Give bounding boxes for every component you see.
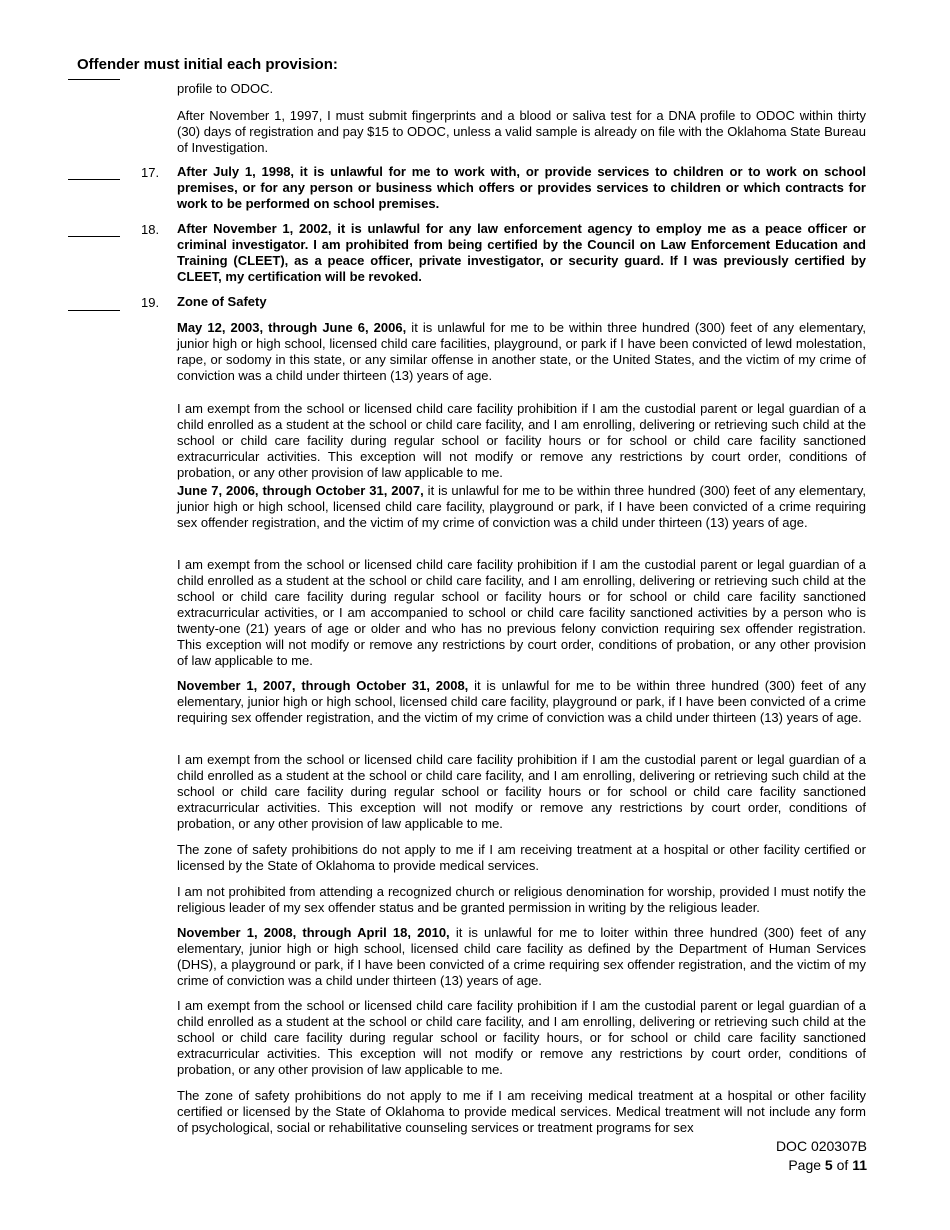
doc-code: DOC 020307B [775,1138,867,1154]
zone-paragraph: May 12, 2003, through June 6, 2006, it is unlawful for me to be within three hundred (300) feet of any elementary, junior high or high school, licensed child care facilities, playground, or park if I have been convicted of lewd molestation, rape, or sodomy in this state, or any similar offense in another state, or the United States, and the victim of my crime of conviction was a child under thirteen (13) years of age. [177,320,866,383]
item-number-17: 17. [141,165,160,180]
zone-paragraph: I am exempt from the school or licensed child care facility prohibition if I am the custodial parent or legal guardian of a child enrolled as a student at the school or child care facility, and I am enrolling, delivering or retrieving such child at the school or child care facility during regular school or facility hours or for school or child care facility sanctioned extracurricular activities. This exception will not modify or remove any restrictions by court order, conditions of probation, or any other provision of law applicable to me. [177,752,866,831]
item-title-19: Zone of Safety [177,294,267,309]
dna-provision: After November 1, 1997, I must submit fingerprints and a blood or saliva test for a DNA profile to ODOC within thirty (30) days of registration and pay $15 to ODOC, unless a valid sample is already on file with the Oklahoma State Bureau of Investigation. [177,108,866,155]
current-page: 5 [824,1157,833,1173]
zone-paragraph: The zone of safety prohibitions do not apply to me if I am receiving treatment at a hospital or other facility certified or licensed by the State of Oklahoma to provide medical services. [177,842,866,873]
zone-paragraph: June 7, 2006, through October 31, 2007, it is unlawful for me to be within three hundred (300) feet of any elementary, junior high or high school, licensed child care facility, playground or park, if I have been convicted of a crime requiring sex offender registration, and the victim of my crime of conviction was a child under thirteen (13) years of age. [177,483,866,530]
zone-paragraph: I am exempt from the school or licensed child care facility prohibition if I am the custodial parent or legal guardian of a child enrolled as a student at the school or child care facility, and I am enrolling, delivering or retrieving such child at the school or child care facility during regular school or facility hours or for school or child care facility sanctioned extracurricular activities, or I am accompanied to school or child care facility sanctioned activities by a person who is twenty-one (21) years of age or older and who has no previous felony conviction requiring sex offender registration. This exception will not modify or remove any restrictions by court order, conditions of probation, or any other provision of law applicable to me. [177,557,866,668]
zone-paragraph: I am exempt from the school or licensed child care facility prohibition if I am the custodial parent or legal guardian of a child enrolled as a student at the school or child care facility, and I am enrolling, delivering or retrieving such child at the school or child care facility during regular school or facility hours, or for school or child care facility sanctioned extracurricular activities. This exception will not modify or remove any restrictions by court order, conditions of probation, or any other provision of law applicable to me. [177,998,866,1077]
initial-blank-19[interactable] [68,310,120,311]
zone-date-range: November 1, 2008, through April 18, 2010, [177,925,450,940]
zone-paragraph: November 1, 2007, through October 31, 2008, it is unlawful for me to be within three hundred (300) feet of any elementary, junior high or high school, licensed child care facility, playground or park, if I have been convicted of a crime requiring sex offender registration, and the victim of my crime of conviction was a child under thirteen (13) years of age. [177,678,866,725]
page-indicator: Page 5 of 11 [788,1157,867,1173]
total-pages: 11 [852,1157,867,1173]
item-number-18: 18. [141,222,160,237]
initial-blank-18[interactable] [68,236,120,237]
zone-date-range: November 1, 2007, through October 31, 2008, [177,678,469,693]
initial-blank-16[interactable] [68,79,120,80]
item-number-19: 19. [141,295,160,310]
zone-paragraph: November 1, 2008, through April 18, 2010, it is unlawful for me to loiter within three hundred (300) feet of any elementary, junior high or high school, licensed child care facility as defined by the Department of Human Services (DHS), a playground or park, if I have been convicted of a crime requiring sex offender registration, and the victim of my crime of conviction was a child under thirteen (13) years of age. [177,925,866,988]
zone-paragraph: I am exempt from the school or licensed child care facility prohibition if I am the custodial parent or legal guardian of a child enrolled as a student at the school or child care facility, and I am enrolling, delivering or retrieving such child at the school or child care facility during regular school or facility hours or for school or child care facility sanctioned extracurricular activities. This exception will not modify or remove any restrictions by court order, conditions of probation, or any other provision of law applicable to me. [177,401,866,480]
item-text-18: After November 1, 2002, it is unlawful for any law enforcement agency to employ me as a peace officer or criminal investigator. I am prohibited from being certified by the Council on Law Enforcement Education and Training (CLEET), as a peace officer, private investigator, or security guard. If I was previously certified by CLEET, my certification will be revoked. [177,221,866,284]
zone-paragraph: The zone of safety prohibitions do not apply to me if I am receiving medical treatment at a hospital or other facility certified or licensed by the State of Oklahoma to provide medical services. Medical treatment will not include any form of psychological, social or rehabilitative counseling services or treatment programs for sex [177,1088,866,1135]
continued-text: profile to ODOC. [177,81,274,96]
page-heading: Offender must initial each provision: [77,56,338,73]
item-text-17: After July 1, 1998, it is unlawful for me to work with, or provide services to children or to work on school premises, or for any person or business which offers or provides services to children or which contracts for work to be performed on school premises. [177,164,866,211]
zone-date-range: June 7, 2006, through October 31, 2007, [177,483,424,498]
zone-paragraph: I am not prohibited from attending a recognized church or religious denomination for worship, provided I must notify the religious leader of my sex offender status and be granted permission in writing by the religious leader. [177,884,866,915]
initial-blank-17[interactable] [68,179,120,180]
zone-date-range: May 12, 2003, through June 6, 2006, [177,320,407,335]
